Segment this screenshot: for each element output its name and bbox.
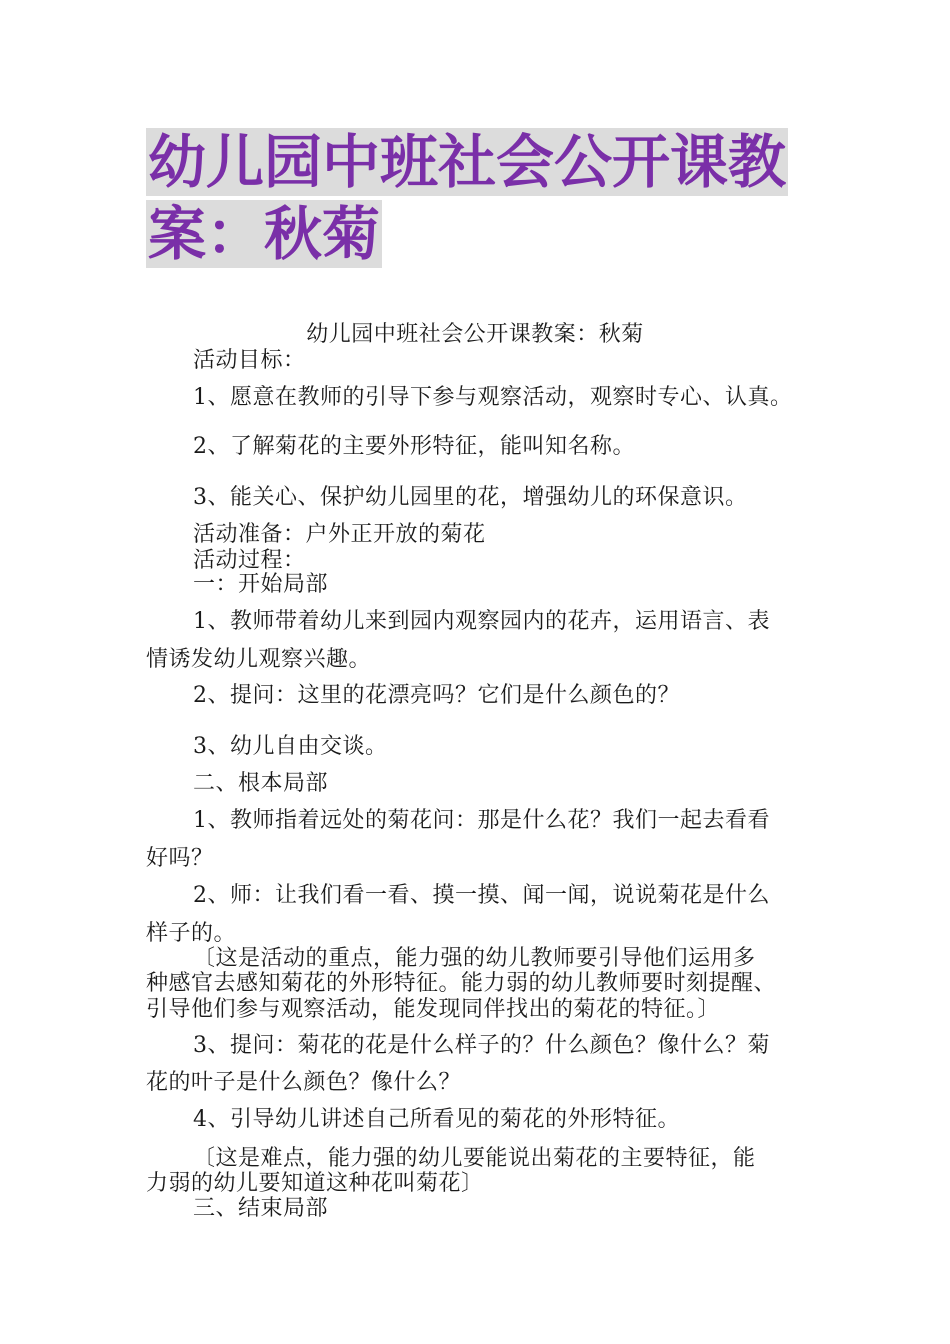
goal-item-3: 3、能关心、保护幼儿园里的花，增强幼儿的环保意识。 (193, 485, 748, 510)
part2-item3-line1: 3、提问：菊花的花是什么样子的？什么颜色？像什么？菊 (193, 1033, 770, 1058)
part2-item1-line1: 1、教师指着远处的菊花问：那是什么花？我们一起去看看 (193, 808, 770, 833)
part1-item2: 2、提问：这里的花漂亮吗？它们是什么颜色的？ (193, 683, 680, 708)
note1-line2: 种感官去感知菊花的外形特征。能力弱的幼儿教师要时刻提醒、 (146, 971, 777, 996)
process-heading: 活动过程： (193, 548, 306, 573)
part2-item3-line2: 花的叶子是什么颜色？像什么？ (146, 1070, 462, 1095)
note1-line3: 引导他们参与观察活动，能发现同伴找出的菊花的特征。〕 (146, 997, 721, 1022)
goal-item-1: 1、愿意在教师的引导下参与观察活动，观察时专心、认真。 (193, 385, 793, 410)
part1-item1-line2: 情诱发幼儿观察兴趣。 (146, 647, 372, 672)
part2-item2-line1: 2、师：让我们看一看、摸一摸、闻一闻，说说菊花是什么 (193, 883, 770, 908)
goal-item-2: 2、了解菊花的主要外形特征，能叫知名称。 (193, 434, 635, 459)
note2-line2: 力弱的幼儿要知道这种花叫菊花〕 (146, 1171, 484, 1196)
part1-item1-line1: 1、教师带着幼儿来到园内观察园内的花卉，运用语言、表 (193, 609, 770, 634)
note2-line1: 〔这是难点，能力强的幼儿要能说出菊花的主要特征，能 (193, 1146, 756, 1171)
part2-heading: 二、根本局部 (193, 771, 329, 796)
part1-item3: 3、幼儿自由交谈。 (193, 734, 388, 759)
subtitle: 幼儿园中班社会公开课教案：秋菊 (306, 322, 644, 347)
part2-item2-line2: 样子的。 (146, 921, 237, 946)
document-title-line-1: 幼儿园中班社会公开课教 (148, 128, 787, 196)
preparation-text: 活动准备：户外正开放的菊花 (193, 522, 486, 547)
part2-item4: 4、引导幼儿讲述自己所看见的菊花的外形特征。 (193, 1107, 680, 1132)
note1-line1: 〔这是活动的重点，能力强的幼儿教师要引导他们运用多 (193, 946, 756, 971)
part1-heading: 一：开始局部 (193, 572, 329, 597)
document-title-line-2: 案：秋菊 (148, 200, 381, 268)
goals-heading: 活动目标： (193, 348, 306, 373)
part3-heading: 三、结束局部 (193, 1196, 329, 1221)
part2-item1-line2: 好吗？ (146, 846, 214, 871)
